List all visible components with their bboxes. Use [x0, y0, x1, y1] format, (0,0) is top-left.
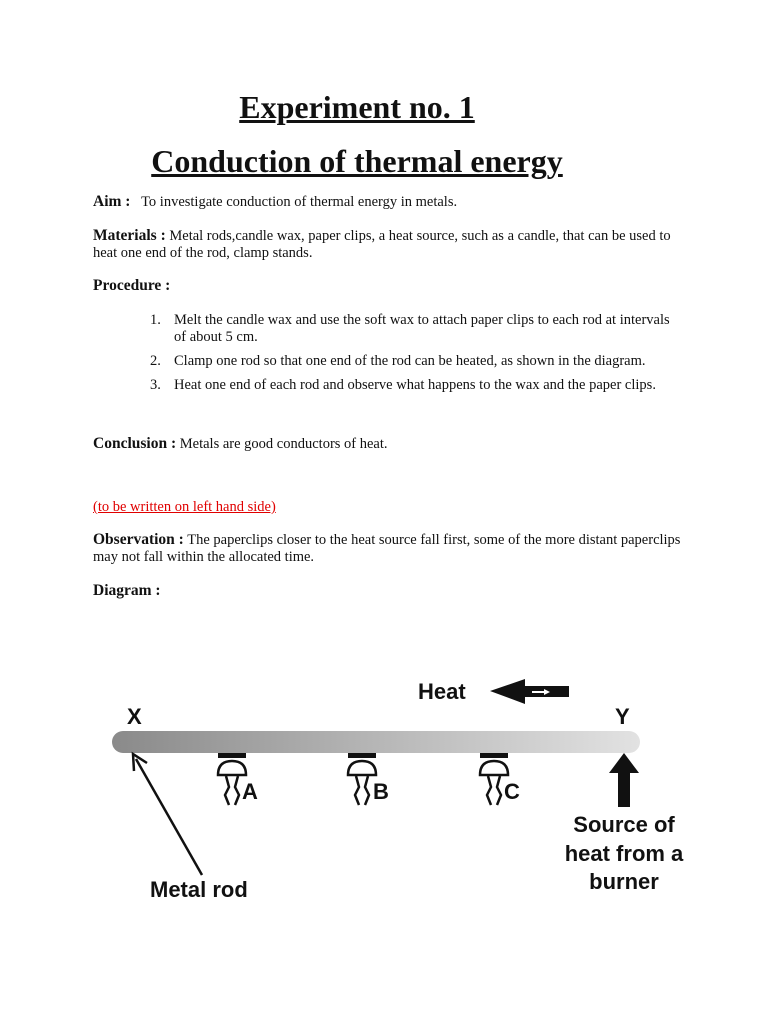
heat-arrow-icon — [490, 679, 569, 704]
procedure-list — [150, 312, 670, 401]
aim-paragraph — [93, 193, 683, 211]
clip-label-c: C — [504, 779, 520, 804]
observation-paragraph — [93, 531, 683, 566]
clip-label-a: A — [242, 779, 258, 804]
clip-label-b: B — [373, 779, 389, 804]
note-text: (to be written on left hand side) — [93, 499, 276, 515]
step-text: Melt the candle wax and use the soft wax to attach paper clips to each rod at intervals of about 5 cm. — [174, 312, 670, 345]
aim-text: To investigate conduction of thermal energy in metals. — [141, 194, 458, 210]
rod-pointer-arrow-icon — [133, 754, 202, 875]
source-label-line1: Source of — [573, 812, 675, 837]
heat-label: Heat — [418, 679, 466, 704]
conduction-diagram — [100, 665, 720, 925]
conclusion-paragraph — [93, 435, 683, 453]
metal-rod — [112, 731, 640, 753]
conclusion-label: Conclusion : — [93, 435, 177, 452]
end-label-x: X — [127, 704, 142, 729]
aim-label: Aim : — [93, 193, 131, 210]
paper-clip-icon — [348, 753, 376, 805]
source-label-line2: heat from a — [564, 841, 684, 866]
step-text: Heat one end of each rod and observe what happens to the wax and the paper clips. — [174, 377, 656, 393]
procedure-label: Procedure : — [93, 277, 171, 294]
step-number: 1. — [150, 312, 161, 328]
observation-text: The paperclips closer to the heat source fall first, some of the more distant paperclips may not fall within the allocated time. — [93, 532, 681, 565]
step-number: 2. — [150, 353, 161, 369]
list-item — [150, 377, 670, 394]
diagram-heading — [93, 582, 683, 600]
left-side-note — [93, 499, 683, 516]
heat-source-arrow-icon — [609, 753, 639, 807]
experiment-title: Experiment no. 1 — [239, 89, 475, 125]
list-item — [150, 353, 670, 370]
step-number: 3. — [150, 377, 161, 393]
step-text: Clamp one rod so that one end of the rod can be heated, as shown in the diagram. — [174, 353, 646, 369]
materials-label: Materials : — [93, 227, 166, 244]
metal-rod-label: Metal rod — [150, 877, 248, 902]
end-label-y: Y — [615, 704, 630, 729]
observation-label: Observation : — [93, 531, 184, 548]
source-label-line3: burner — [589, 869, 659, 894]
conclusion-text: Metals are good conductors of heat. — [179, 436, 388, 452]
list-item — [150, 312, 670, 346]
materials-paragraph — [93, 227, 683, 262]
experiment-subtitle: Conduction of thermal energy — [151, 143, 563, 179]
procedure-heading — [93, 277, 683, 295]
materials-text: Metal rods,candle wax, paper clips, a heat source, such as a candle, that can be used to heat one end of the rod, clamp stands. — [93, 228, 671, 261]
diagram-label: Diagram : — [93, 582, 161, 599]
